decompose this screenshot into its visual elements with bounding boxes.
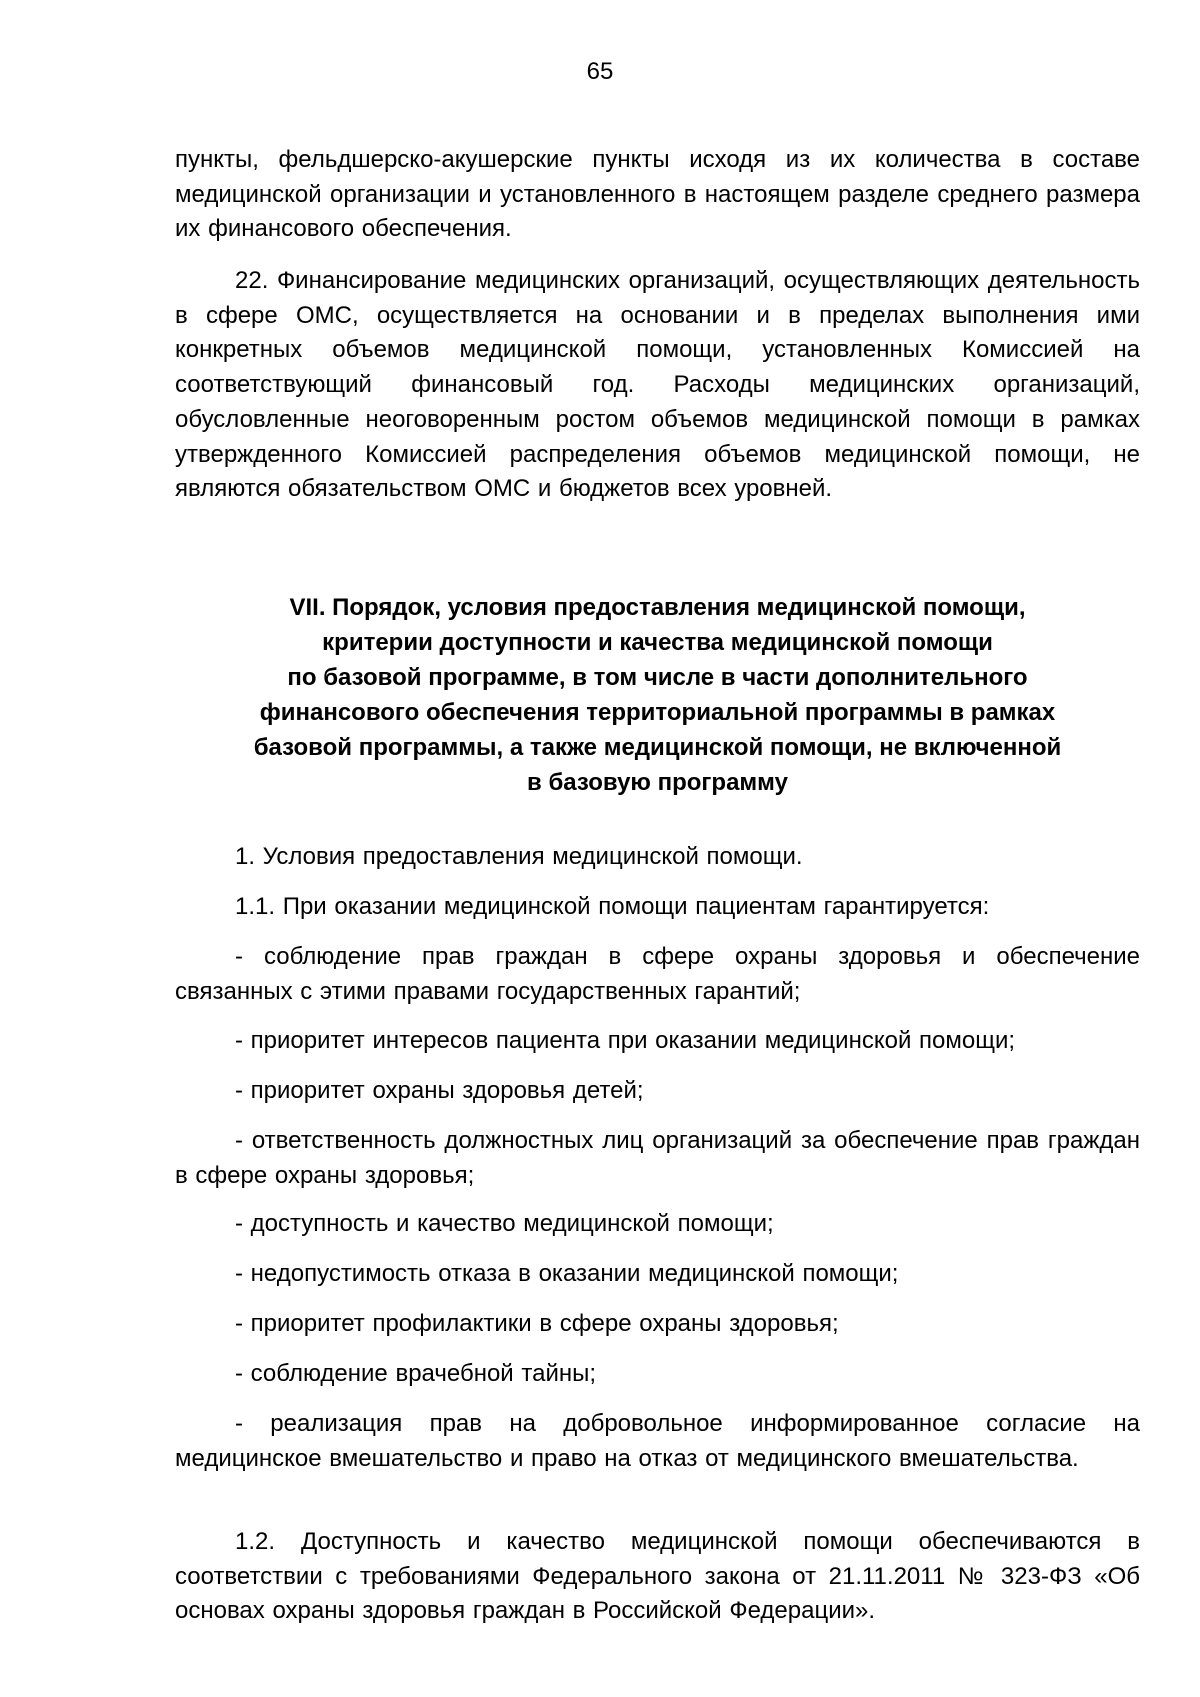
guarantee-item: - приоритет интересов пациента при оказании медицинской помощи; <box>235 1027 1016 1054</box>
item-1: 1. Условия предоставления медицинской помощи. <box>235 843 803 870</box>
section-heading-line: базовой программы, а также медицинской помощи, не включенной <box>253 734 1062 761</box>
section-heading-line: по базовой программе, в том числе в части дополнительного <box>287 664 1028 691</box>
paragraph-22: 22. Финансирование медицинских организаций, осуществляющих деятельность в сфере ОМС, осуществляется на основании и в пределах выполнения ими конкретных объемов медицинской помощи, установленных Комиссией на соответствующий финансовый год. Расходы медицинских организаций, обусловленные неоговоренным ростом объемов медицинской помощи в рамках утвержденного Комиссией распределения объемов медицинской помощи, не являются обязательством ОМС и бюджетов всех уровней. <box>175 267 1140 503</box>
item-1-2: 1.2. Доступность и качество медицинской помощи обеспечиваются в соответствии с требованиями Федерального закона от 21.11.2011 № 323-ФЗ «Об основах охраны здоровья граждан в Российской Федерации». <box>175 1528 1140 1625</box>
section-heading-line: критерии доступности и качества медицинской помощи <box>322 629 993 656</box>
section-heading <box>175 590 1140 800</box>
section-heading-line: в базовую программу <box>527 769 788 796</box>
section-heading-line: VII. Порядок, условия предоставления медицинской помощи, <box>289 594 1026 621</box>
guarantee-item: - ответственность должностных лиц организаций за обеспечение прав граждан в сфере охраны здоровья; <box>175 1127 1140 1189</box>
section-heading-line: финансового обеспечения территориальной программы в рамках <box>259 699 1056 726</box>
guarantee-item: - приоритет охраны здоровья детей; <box>235 1077 644 1104</box>
guarantee-item: - соблюдение врачебной тайны; <box>235 1360 597 1387</box>
item-1-1: 1.1. При оказании медицинской помощи пациентам гарантируется: <box>235 893 990 920</box>
guarantee-item: - недопустимость отказа в оказании медицинской помощи; <box>235 1260 899 1287</box>
guarantee-item: - соблюдение прав граждан в сфере охраны здоровья и обеспечение связанных с этими правами государственных гарантий; <box>175 943 1140 1005</box>
guarantee-item: - реализация прав на добровольное информированное согласие на медицинское вмешательство и право на отказ от медицинского вмешательства. <box>175 1410 1140 1472</box>
guarantee-item: - доступность и качество медицинской помощи; <box>235 1210 774 1237</box>
page-number: 65 <box>586 58 614 85</box>
intro-paragraph: пункты, фельдшерско-акушерские пункты исходя из их количества в составе медицинской организации и установленного в настоящем разделе среднего размера их финансового обеспечения. <box>175 146 1140 243</box>
guarantee-item: - приоритет профилактики в сфере охраны здоровья; <box>235 1310 839 1337</box>
